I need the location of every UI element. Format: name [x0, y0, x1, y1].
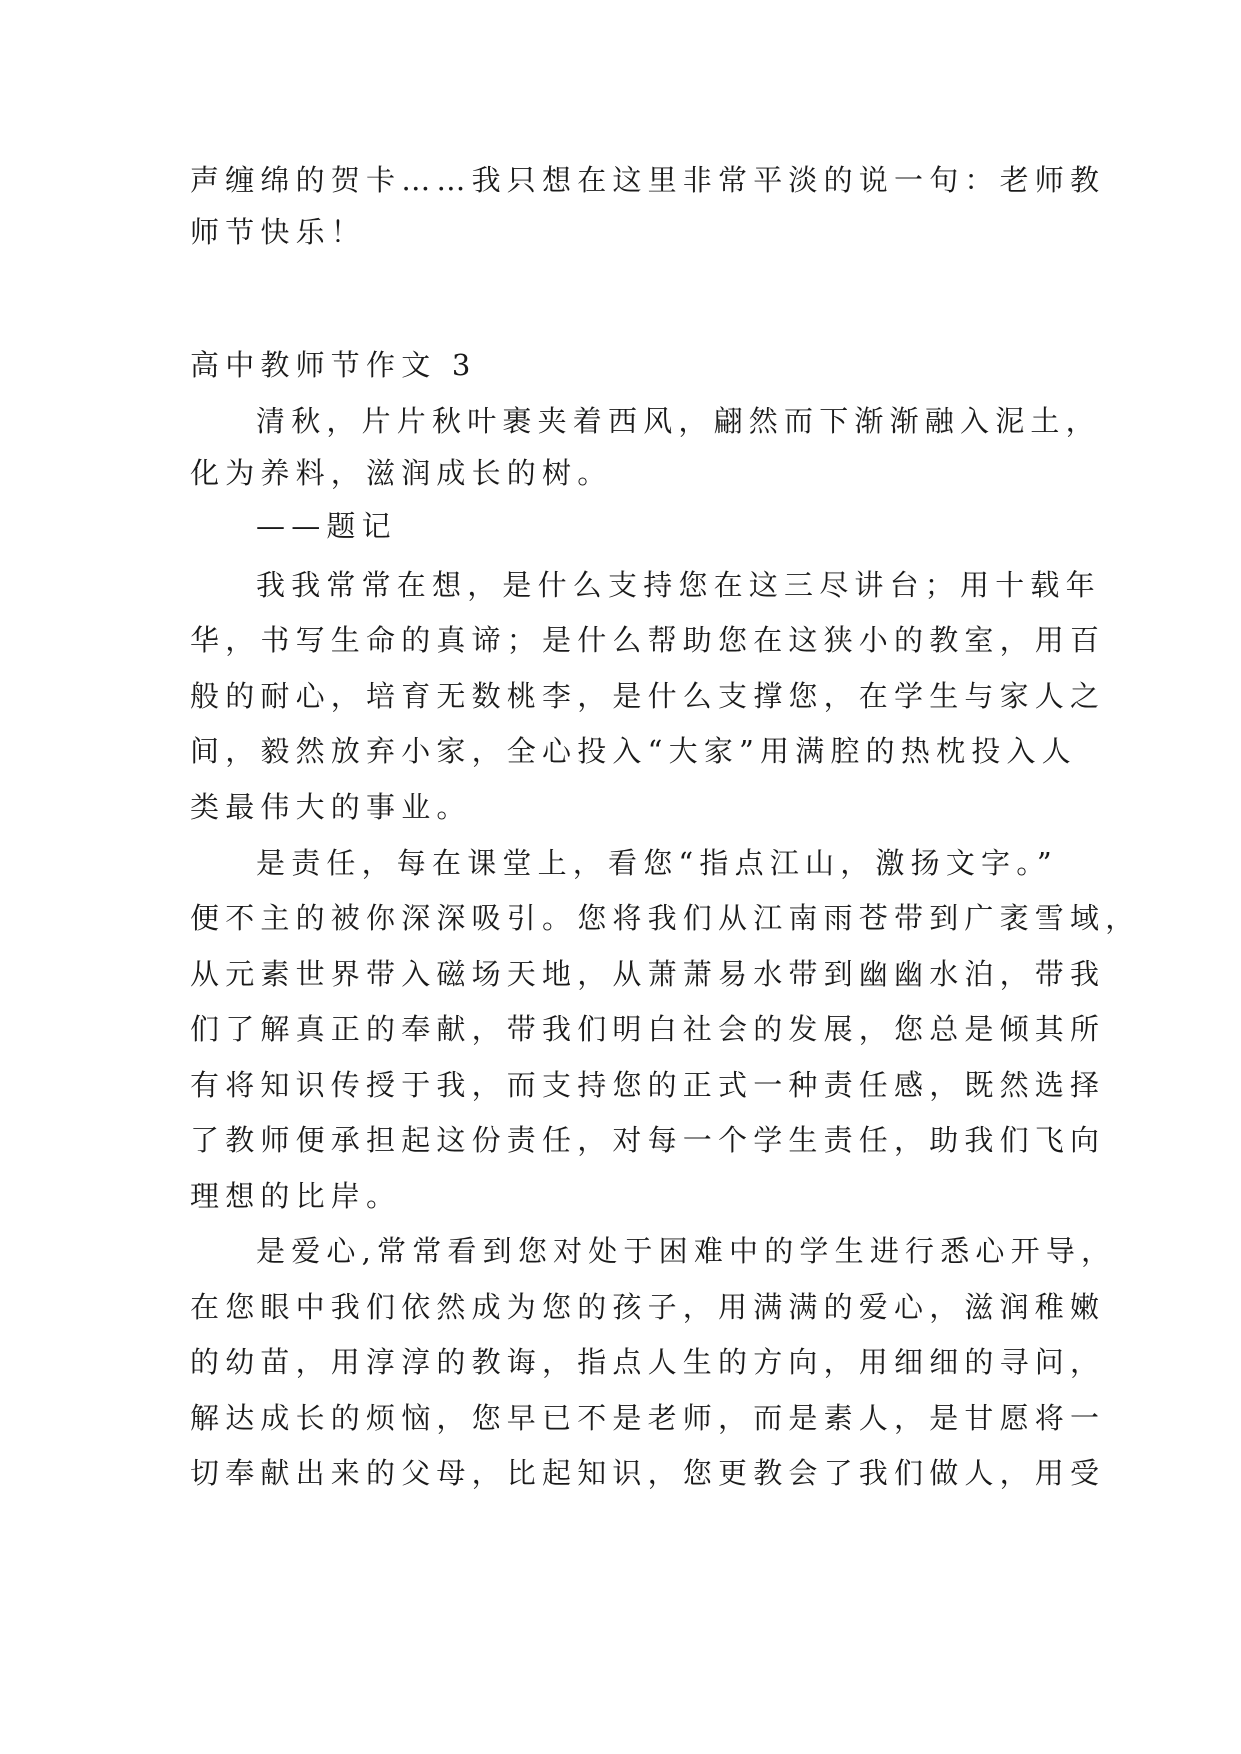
text-line: 在您眼中我们依然成为您的孩子，用满满的爱心，滋润稚嫩	[190, 1290, 1106, 1324]
text-line: 从元素世界带入磁场天地，从萧萧易水带到幽幽水泊，带我	[190, 957, 1106, 991]
text-line: 我我常常在想，是什么支持您在这三尽讲台；用十载年	[256, 568, 1101, 602]
text-line: 便不主的被你深深吸引。您将我们从江南雨苍带到广袤雪域，	[190, 901, 1141, 935]
text-line: 声缠绵的贺卡……我只想在这里非常平淡的说一句：老师教	[190, 163, 1106, 197]
text-line: 华，书写生命的真谛；是什么帮助您在这狭小的教室，用百	[190, 623, 1106, 657]
text-line: 化为养料，滋润成长的树。	[190, 456, 613, 490]
text-line: 是责任，每在课堂上，看您“指点江山，激扬文字。”	[256, 846, 1058, 880]
text-line: 是爱心,常常看到您对处于困难中的学生进行悉心开导，	[256, 1234, 1117, 1268]
text-line: 的幼苗，用淳淳的教诲，指点人生的方向，用细细的寻问，	[190, 1345, 1106, 1379]
text-line: 们了解真正的奉献，带我们明白社会的发展，您总是倾其所	[190, 1012, 1106, 1046]
section-heading: 高中教师节作文 3	[190, 348, 477, 382]
text-line: 清秋，片片秋叶裹夹着西风，翩然而下渐渐融入泥土，	[256, 404, 1101, 438]
text-line: 有将知识传授于我，而支持您的正式一种责任感，既然选择	[190, 1068, 1106, 1102]
text-line: 了教师便承担起这份责任，对每一个学生责任，助我们飞向	[190, 1123, 1106, 1157]
epigraph-attribution: ——题记	[256, 509, 397, 543]
text-line: 切奉献出来的父母，比起知识，您更教会了我们做人，用受	[190, 1456, 1106, 1490]
text-line: 般的耐心，培育无数桃李，是什么支撑您，在学生与家人之	[190, 679, 1106, 713]
text-line: 间，毅然放弃小家，全心投入“大家”用满腔的热枕投入人	[190, 734, 1077, 768]
text-line: 类最伟大的事业。	[190, 790, 472, 824]
text-line: 理想的比岸。	[190, 1179, 402, 1213]
text-line: 师节快乐！	[190, 215, 367, 249]
text-line: 解达成长的烦恼，您早已不是老师，而是素人，是甘愿将一	[190, 1401, 1106, 1435]
